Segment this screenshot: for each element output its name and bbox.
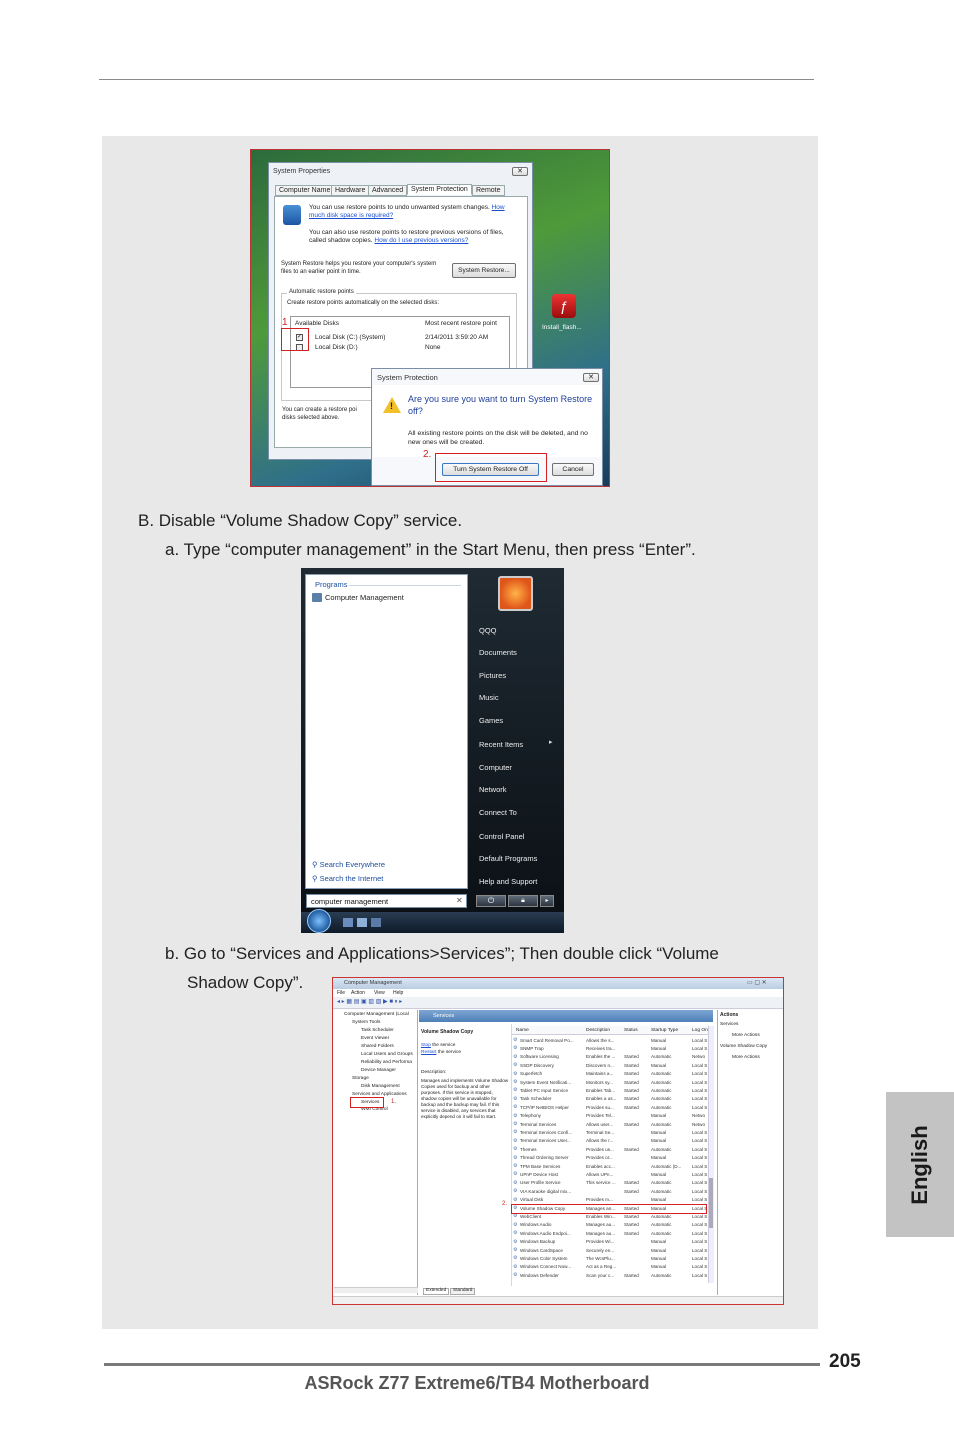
tree-device-manager[interactable]: Device Manager bbox=[361, 1068, 396, 1073]
menu-item-pictures[interactable]: Pictures bbox=[479, 671, 507, 680]
col-startup[interactable]: Startup Type bbox=[651, 1028, 679, 1033]
table-cell: Started bbox=[624, 1180, 639, 1186]
table-cell: Local S bbox=[692, 1163, 708, 1169]
table-cell: Started bbox=[624, 1230, 639, 1236]
table-cell: UPnP Device Host bbox=[520, 1171, 558, 1177]
table-cell: Automatic bbox=[651, 1230, 672, 1236]
table-cell: Netwo bbox=[692, 1054, 706, 1060]
menu-item-connect-to[interactable]: Connect To bbox=[479, 808, 517, 817]
table-cell: Windows Defender bbox=[520, 1272, 559, 1278]
tree-services-apps[interactable]: Services and Applications bbox=[352, 1092, 407, 1097]
menu-item-default-programs[interactable]: Default Programs bbox=[479, 854, 538, 863]
table-cell: Local S bbox=[692, 1045, 708, 1051]
table-cell: Started bbox=[624, 1205, 639, 1211]
table-cell: Terminal Services Confi... bbox=[520, 1129, 573, 1135]
gear-icon: ⚙ bbox=[513, 1163, 518, 1169]
table-cell: Windows Backup bbox=[520, 1239, 556, 1245]
table-cell: WebClient bbox=[520, 1213, 542, 1219]
table-cell: TPM Base Services bbox=[520, 1163, 561, 1169]
user-avatar bbox=[498, 576, 533, 611]
services-header-bar bbox=[419, 1010, 713, 1022]
table-cell: Local S bbox=[692, 1239, 708, 1245]
table-cell: Manual bbox=[651, 1155, 667, 1161]
table-cell: Enables a us... bbox=[586, 1096, 617, 1102]
quicklaunch-icon[interactable] bbox=[371, 918, 381, 927]
menu-item-documents[interactable]: Documents bbox=[479, 648, 517, 657]
table-cell: Manual bbox=[651, 1045, 667, 1051]
tree-services[interactable]: Services bbox=[361, 1100, 380, 1105]
table-cell: Enables acc... bbox=[586, 1163, 615, 1169]
para3: System Restore helps you restore your computer's system files to an earlier point in time. bbox=[281, 261, 437, 275]
col-logon[interactable]: Log On bbox=[692, 1028, 708, 1033]
table-cell: Local S bbox=[692, 1037, 708, 1043]
gear-icon: ⚙ bbox=[513, 1037, 518, 1043]
table-cell: Automatic (D... bbox=[651, 1163, 682, 1169]
gear-icon: ⚙ bbox=[513, 1121, 518, 1127]
shield-icon bbox=[283, 205, 301, 225]
tree-disk-management[interactable]: Disk Management bbox=[361, 1084, 400, 1089]
desktop-icon-label: Install_flash... bbox=[542, 324, 582, 331]
screenshot-system-protection bbox=[250, 149, 610, 487]
selected-service-name: Volume Shadow Copy bbox=[421, 1029, 474, 1035]
gear-icon: ⚙ bbox=[513, 1247, 518, 1253]
gear-icon: ⚙ bbox=[513, 1062, 518, 1069]
table-cell: Maintains a... bbox=[586, 1071, 614, 1077]
table-cell: Windows Color System bbox=[520, 1255, 568, 1261]
table-cell: Automatic bbox=[651, 1071, 672, 1077]
menu-item-computer[interactable]: Computer bbox=[479, 763, 512, 772]
actions-services[interactable]: Services bbox=[720, 1022, 739, 1027]
table-cell: Terminal Se... bbox=[586, 1129, 615, 1135]
gear-icon: ⚙ bbox=[513, 1171, 518, 1178]
table-cell: Local S bbox=[692, 1230, 708, 1236]
gear-icon: ⚙ bbox=[513, 1213, 518, 1220]
table-cell: Telephony bbox=[520, 1113, 541, 1119]
table-cell: Started bbox=[624, 1054, 639, 1060]
bottom-rule bbox=[104, 1363, 820, 1366]
language-label: English bbox=[907, 1124, 932, 1205]
table-cell: Local S bbox=[692, 1062, 708, 1068]
gear-icon: ⚙ bbox=[513, 1230, 518, 1237]
table-cell: Netwo bbox=[692, 1121, 706, 1127]
table-cell: Manual bbox=[651, 1113, 667, 1119]
menu-item-games[interactable]: Games bbox=[479, 716, 504, 725]
tree-task-scheduler[interactable]: Task Scheduler bbox=[361, 1028, 394, 1033]
table-cell: Started bbox=[624, 1213, 639, 1219]
description-text: Manages and implements Volume Shadow Copies used for backup and other purposes. If this service is stopped, shadow copies will be unavailable for backup and the backup may fail. If this service is disabled, any services that explicitly depend on it will fail to start. bbox=[421, 1078, 509, 1119]
popup-question: Are you sure you want to turn System Restore off? bbox=[408, 394, 593, 416]
tab-extended[interactable]: Extended bbox=[423, 1288, 449, 1295]
table-cell: Provides Tel... bbox=[586, 1113, 615, 1119]
gear-icon: ⚙ bbox=[513, 1045, 518, 1052]
table-cell: Local S bbox=[692, 1213, 708, 1219]
table-cell: Provides m... bbox=[586, 1197, 613, 1203]
gear-icon: ⚙ bbox=[513, 1104, 518, 1111]
tab-system-protection[interactable]: System Protection bbox=[407, 184, 472, 195]
table-cell: Themes bbox=[520, 1146, 537, 1152]
table-cell: TCP/IP NetBIOS Helper bbox=[520, 1104, 569, 1110]
table-cell: Enables Tab... bbox=[586, 1087, 616, 1093]
highlight-services-node bbox=[350, 1097, 384, 1108]
bottom-text: You can create a restore poi disks selected above. bbox=[282, 407, 357, 421]
table-cell: Provides us... bbox=[586, 1146, 614, 1152]
group-desc: Create restore points automatically on the selected disks: bbox=[287, 300, 440, 306]
table-cell: Enables the ... bbox=[586, 1054, 616, 1060]
table-cell: Automatic bbox=[651, 1054, 672, 1060]
table-cell: Local S bbox=[692, 1146, 708, 1152]
table-cell: Manual bbox=[651, 1247, 667, 1253]
table-cell: Tablet PC Input Service bbox=[520, 1087, 569, 1093]
gear-icon: ⚙ bbox=[513, 1079, 518, 1085]
windows-orb-icon[interactable] bbox=[307, 909, 331, 933]
col-most-recent[interactable]: Most recent restore point bbox=[425, 320, 497, 327]
table-cell: Local S bbox=[692, 1272, 708, 1278]
actions-volume-shadow[interactable]: Volume Shadow Copy bbox=[720, 1044, 768, 1049]
tree-shared-folders[interactable]: Shared Folders bbox=[361, 1044, 394, 1049]
table-cell: Local S bbox=[692, 1096, 708, 1102]
table-cell: Automatic bbox=[651, 1096, 672, 1102]
table-cell: Local S bbox=[692, 1079, 708, 1085]
list-scrollbar-thumb[interactable] bbox=[709, 1178, 713, 1228]
table-cell: Smart Card Removal Po... bbox=[520, 1037, 574, 1043]
table-cell: Local S bbox=[692, 1247, 708, 1253]
gear-icon: ⚙ bbox=[513, 1112, 518, 1119]
turn-system-restore-off-button[interactable]: Turn System Restore Off bbox=[442, 463, 539, 476]
gear-icon: ⚙ bbox=[513, 1087, 518, 1094]
menu-item-control-panel[interactable]: Control Panel bbox=[479, 832, 525, 841]
table-cell: Terminal Services User... bbox=[520, 1138, 571, 1144]
table-cell: Allows UPn... bbox=[586, 1171, 614, 1177]
search-internet-link[interactable]: ⚲ Search the Internet bbox=[312, 874, 384, 883]
table-cell: Provides Wi... bbox=[586, 1239, 615, 1245]
table-cell: SNMP Trap bbox=[520, 1045, 544, 1051]
step-a-text: a. Type “computer management” in the Start Menu, then press “Enter”. bbox=[165, 540, 696, 559]
table-cell: Terminal Services bbox=[520, 1121, 557, 1127]
table-cell: Manual bbox=[651, 1255, 667, 1261]
table-cell: Task Scheduler bbox=[520, 1096, 552, 1102]
disk1-date: 2/14/2011 3:59:20 AM bbox=[425, 334, 489, 341]
tree-system-tools[interactable]: System Tools bbox=[352, 1020, 381, 1025]
disk1-checkbox[interactable]: ✓ bbox=[297, 334, 303, 340]
menu-item-help-support[interactable]: Help and Support bbox=[479, 877, 538, 886]
window-title: Computer Management bbox=[344, 980, 402, 986]
table-cell: Local S bbox=[692, 1138, 708, 1144]
menu-item-qqq[interactable]: QQQ bbox=[479, 626, 497, 635]
table-cell: System Event Notificati... bbox=[520, 1079, 572, 1085]
tree-reliability[interactable]: Reliability and Performa bbox=[361, 1060, 412, 1065]
more-options-button[interactable]: ▸ bbox=[540, 895, 554, 907]
search-input[interactable]: computer management bbox=[311, 897, 389, 906]
table-cell: Started bbox=[624, 1272, 639, 1278]
gear-icon: ⚙ bbox=[513, 1255, 518, 1262]
cancel-button[interactable]: Cancel bbox=[552, 463, 594, 476]
top-rule bbox=[99, 79, 814, 80]
table-cell: Started bbox=[624, 1087, 639, 1093]
gear-icon: ⚙ bbox=[513, 1053, 518, 1060]
gear-icon: ⚙ bbox=[513, 1070, 518, 1077]
window-controls[interactable]: ▭ ▢ ✕ bbox=[747, 980, 767, 986]
table-cell: Windows Audio bbox=[520, 1222, 552, 1228]
table-cell: Automatic bbox=[651, 1180, 672, 1186]
table-cell: Manages au... bbox=[586, 1230, 616, 1236]
table-cell: Manual bbox=[651, 1197, 667, 1203]
toolbar-icons[interactable]: ◂ ▸ ▦ ▤ ▣ ▥ ▧ ▶ ■ ⏸ ▸ bbox=[337, 999, 403, 1005]
taskbar bbox=[301, 912, 564, 933]
table-cell: User Profile Service bbox=[520, 1180, 561, 1186]
table-cell: Provides or... bbox=[586, 1155, 613, 1161]
system-protection-popup bbox=[371, 368, 603, 486]
table-cell: Automatic bbox=[651, 1272, 672, 1278]
table-cell: Started bbox=[624, 1222, 639, 1228]
actions-more-1[interactable]: More Actions bbox=[732, 1033, 760, 1038]
table-cell: Local S bbox=[692, 1222, 708, 1228]
table-cell: Allows user... bbox=[586, 1121, 614, 1127]
computer-management-icon bbox=[312, 593, 322, 602]
tab-computer-name[interactable]: Computer Name bbox=[275, 185, 334, 196]
table-cell: Scan your c... bbox=[586, 1272, 615, 1278]
menu-item-music[interactable]: Music bbox=[479, 693, 499, 702]
gear-icon: ⚙ bbox=[513, 1146, 518, 1153]
table-cell: Manual bbox=[651, 1171, 667, 1177]
table-cell: Automatic bbox=[651, 1079, 672, 1085]
table-cell: Enables Win... bbox=[586, 1213, 616, 1219]
table-cell: Act as a Reg... bbox=[586, 1264, 617, 1270]
gear-icon: ⚙ bbox=[513, 1205, 518, 1211]
quicklaunch-icon[interactable] bbox=[357, 918, 367, 927]
programs-label: Programs bbox=[315, 580, 348, 589]
menu-item-recent-items[interactable]: Recent Items bbox=[479, 740, 524, 749]
table-cell: Monitors sy... bbox=[586, 1079, 613, 1085]
table-cell: Manual bbox=[651, 1037, 667, 1043]
table-cell: Automatic bbox=[651, 1146, 672, 1152]
table-cell: Local S bbox=[692, 1197, 708, 1203]
table-cell: Automatic bbox=[651, 1188, 672, 1194]
disk2-date: None bbox=[425, 344, 441, 351]
chevron-right-icon: ▸ bbox=[549, 739, 553, 746]
menu-file[interactable]: File bbox=[337, 990, 346, 996]
table-cell: This service ... bbox=[586, 1180, 616, 1186]
gear-icon: ⚙ bbox=[513, 1238, 518, 1245]
table-cell: Allows the s... bbox=[586, 1037, 615, 1043]
step-b-text-2: Shadow Copy”. bbox=[187, 973, 304, 992]
gear-icon: ⚙ bbox=[513, 1179, 518, 1186]
table-cell: Local S bbox=[692, 1129, 708, 1135]
tree-wmi-control[interactable]: WMI Control bbox=[361, 1107, 388, 1112]
disk-space-link[interactable]: How much disk space is required? bbox=[309, 204, 505, 220]
table-cell: Local S bbox=[692, 1255, 708, 1261]
tab-standard[interactable]: Standard bbox=[450, 1288, 475, 1295]
table-cell: Local S bbox=[692, 1071, 708, 1077]
table-cell: Local S bbox=[692, 1188, 708, 1194]
table-cell: Manual bbox=[651, 1138, 667, 1144]
page-number: 205 bbox=[829, 1351, 861, 1372]
gear-icon: ⚙ bbox=[513, 1129, 518, 1136]
tree-scrollbar[interactable] bbox=[334, 1287, 418, 1293]
tree-local-users[interactable]: Local Users and Groups bbox=[361, 1052, 413, 1057]
search-icon: ⚲ bbox=[312, 860, 320, 869]
highlight-checkbox bbox=[281, 328, 309, 351]
services-header: Services bbox=[433, 1013, 455, 1019]
table-cell: Started bbox=[624, 1096, 639, 1102]
menu-view[interactable]: View bbox=[374, 990, 385, 996]
popup-title: System Protection bbox=[377, 373, 438, 382]
table-cell: Netwo bbox=[692, 1113, 706, 1119]
table-cell: Receives tra... bbox=[586, 1045, 616, 1051]
table-cell: Manages an... bbox=[586, 1205, 616, 1211]
gear-icon: ⚙ bbox=[513, 1095, 518, 1102]
tree-root[interactable]: Computer Management (Local bbox=[344, 1012, 409, 1017]
search-everywhere-link[interactable]: ⚲ Search Everywhere bbox=[312, 860, 386, 869]
gear-icon: ⚙ bbox=[513, 1221, 518, 1228]
popup-detail: All existing restore points on the disk will be deleted, and no new ones will be created. bbox=[408, 430, 588, 447]
para1: You can use restore points to undo unwanted system changes. How much disk space is required? bbox=[309, 204, 505, 220]
footer-title: ASRock Z77 Extreme6/TB4 Motherboard bbox=[304, 1373, 650, 1393]
table-cell: Allows the r... bbox=[586, 1138, 614, 1144]
col-name[interactable]: Name bbox=[516, 1028, 529, 1033]
table-cell: Started bbox=[624, 1121, 639, 1127]
description-label: Description: bbox=[421, 1070, 447, 1075]
screenshot-start-menu bbox=[301, 568, 564, 933]
table-cell: Windows Audio Endpoi... bbox=[520, 1230, 571, 1236]
restart-service-link[interactable]: Restart the service bbox=[421, 1050, 462, 1055]
table-cell: Local S bbox=[692, 1104, 708, 1110]
gear-icon: ⚙ bbox=[513, 1137, 518, 1144]
stop-service-link[interactable]: Stop the service bbox=[421, 1043, 456, 1048]
table-cell: Manual bbox=[651, 1205, 667, 1211]
marker-2: 2. bbox=[502, 1201, 508, 1207]
programs-divider bbox=[349, 585, 461, 586]
tab-remote[interactable]: Remote bbox=[472, 185, 505, 196]
table-cell: Started bbox=[624, 1104, 639, 1110]
tree-storage[interactable]: Storage bbox=[352, 1076, 369, 1081]
marker-2: 2. bbox=[423, 449, 432, 460]
table-cell: Superfetch bbox=[520, 1071, 543, 1077]
gear-icon: ⚙ bbox=[513, 1188, 518, 1195]
step-b-title: B. Disable “Volume Shadow Copy” service. bbox=[138, 511, 463, 530]
gear-icon: ⚙ bbox=[513, 1154, 518, 1161]
tab-advanced[interactable]: Advanced bbox=[368, 185, 407, 196]
previous-versions-link[interactable]: How do I use previous versions? bbox=[374, 237, 469, 245]
table-cell: Started bbox=[624, 1079, 639, 1085]
table-cell: Securely en... bbox=[586, 1247, 615, 1253]
table-cell: Local S bbox=[692, 1155, 708, 1161]
disk1-name: Local Disk (C:) (System) bbox=[315, 334, 386, 341]
program-computer-management[interactable]: Computer Management bbox=[325, 593, 404, 602]
tree-event-viewer[interactable]: Event Viewer bbox=[361, 1036, 390, 1041]
list-scrollbar[interactable] bbox=[708, 1026, 714, 1283]
group-label: Automatic restore points bbox=[289, 289, 354, 295]
table-cell: Discovers n... bbox=[586, 1062, 614, 1068]
table-cell: Local S bbox=[692, 1171, 708, 1177]
menu-help[interactable]: Help bbox=[393, 990, 404, 996]
table-cell: Started bbox=[624, 1071, 639, 1077]
table-cell: Local S bbox=[692, 1205, 708, 1211]
col-description[interactable]: Description bbox=[586, 1028, 610, 1033]
search-icon: ⚲ bbox=[312, 874, 320, 883]
disk2-name: Local Disk (D:) bbox=[315, 344, 358, 351]
close-button[interactable]: ✕ bbox=[512, 167, 528, 176]
table-cell: Manages au... bbox=[586, 1222, 616, 1228]
table-cell: Started bbox=[624, 1188, 639, 1194]
dialog-title: System Properties bbox=[273, 168, 331, 175]
popup-close-button[interactable]: ✕ bbox=[583, 373, 599, 382]
table-cell: Manual bbox=[651, 1239, 667, 1245]
system-restore-button[interactable]: System Restore... bbox=[452, 263, 516, 278]
highlight-volume-shadow-copy bbox=[511, 1204, 707, 1214]
actions-header: Actions bbox=[720, 1012, 739, 1018]
table-cell: Local S bbox=[692, 1180, 708, 1186]
lock-button[interactable]: 🔒︎ bbox=[508, 895, 538, 907]
list-header bbox=[512, 1026, 712, 1035]
programs-pane bbox=[305, 574, 468, 889]
table-cell: Windows Connect Now... bbox=[520, 1264, 572, 1270]
table-cell: Manual bbox=[651, 1062, 667, 1068]
menu-item-network[interactable]: Network bbox=[479, 785, 507, 794]
table-cell: Local S bbox=[692, 1087, 708, 1093]
gear-icon: ⚙ bbox=[513, 1196, 518, 1203]
tab-hardware[interactable]: Hardware bbox=[331, 185, 369, 196]
flash-installer-icon[interactable]: ƒ bbox=[552, 294, 576, 318]
language-tab bbox=[886, 1092, 954, 1237]
gear-icon: ⚙ bbox=[513, 1272, 518, 1279]
clear-search-icon[interactable]: ✕ bbox=[456, 896, 463, 905]
table-cell: Automatic bbox=[651, 1087, 672, 1093]
col-available-disks[interactable]: Available Disks bbox=[295, 320, 339, 327]
para2: You can also use restore points to restore previous versions of files, called shadow copies. How do I use previous versions? bbox=[309, 229, 504, 245]
table-cell: Automatic bbox=[651, 1121, 672, 1127]
marker-1: 1. bbox=[391, 1099, 397, 1105]
warning-icon-mark: ! bbox=[390, 401, 393, 411]
step-b-text-1: b. Go to “Services and Applications>Services”; Then double click “Volume bbox=[165, 944, 719, 963]
power-button[interactable]: ⏻ bbox=[476, 895, 506, 907]
table-cell: Virtual Disk bbox=[520, 1197, 544, 1203]
col-status[interactable]: Status bbox=[624, 1028, 638, 1033]
quicklaunch-icon[interactable] bbox=[343, 918, 353, 927]
status-bar bbox=[333, 1296, 784, 1305]
table-cell: SSDP Discovery bbox=[520, 1062, 554, 1068]
table-cell: The WcsPlu... bbox=[586, 1255, 615, 1261]
table-cell: Automatic bbox=[651, 1222, 672, 1228]
table-cell: Started bbox=[624, 1062, 639, 1068]
table-cell: Local S bbox=[692, 1264, 708, 1270]
table-cell: Manual bbox=[651, 1129, 667, 1135]
table-cell: VIA Karaoke digital mix... bbox=[520, 1188, 572, 1194]
table-cell: Windows CardSpace bbox=[520, 1247, 563, 1253]
table-cell: Started bbox=[624, 1146, 639, 1152]
screenshot-computer-management bbox=[332, 977, 784, 1305]
menu-action[interactable]: Action bbox=[351, 990, 365, 996]
table-cell: Automatic bbox=[651, 1213, 672, 1219]
gear-icon: ⚙ bbox=[513, 1263, 518, 1270]
table-cell: Manual bbox=[651, 1264, 667, 1270]
table-cell: Provides su... bbox=[586, 1104, 614, 1110]
table-cell: Automatic bbox=[651, 1104, 672, 1110]
marker-1: 1 bbox=[282, 317, 288, 328]
table-cell: Volume Shadow Copy bbox=[520, 1205, 566, 1211]
actions-pane bbox=[717, 1010, 784, 1295]
actions-more-2[interactable]: More Actions bbox=[732, 1055, 760, 1060]
table-cell: Software Licensing bbox=[520, 1054, 559, 1060]
table-cell: Thread Ordering Server bbox=[520, 1155, 569, 1161]
